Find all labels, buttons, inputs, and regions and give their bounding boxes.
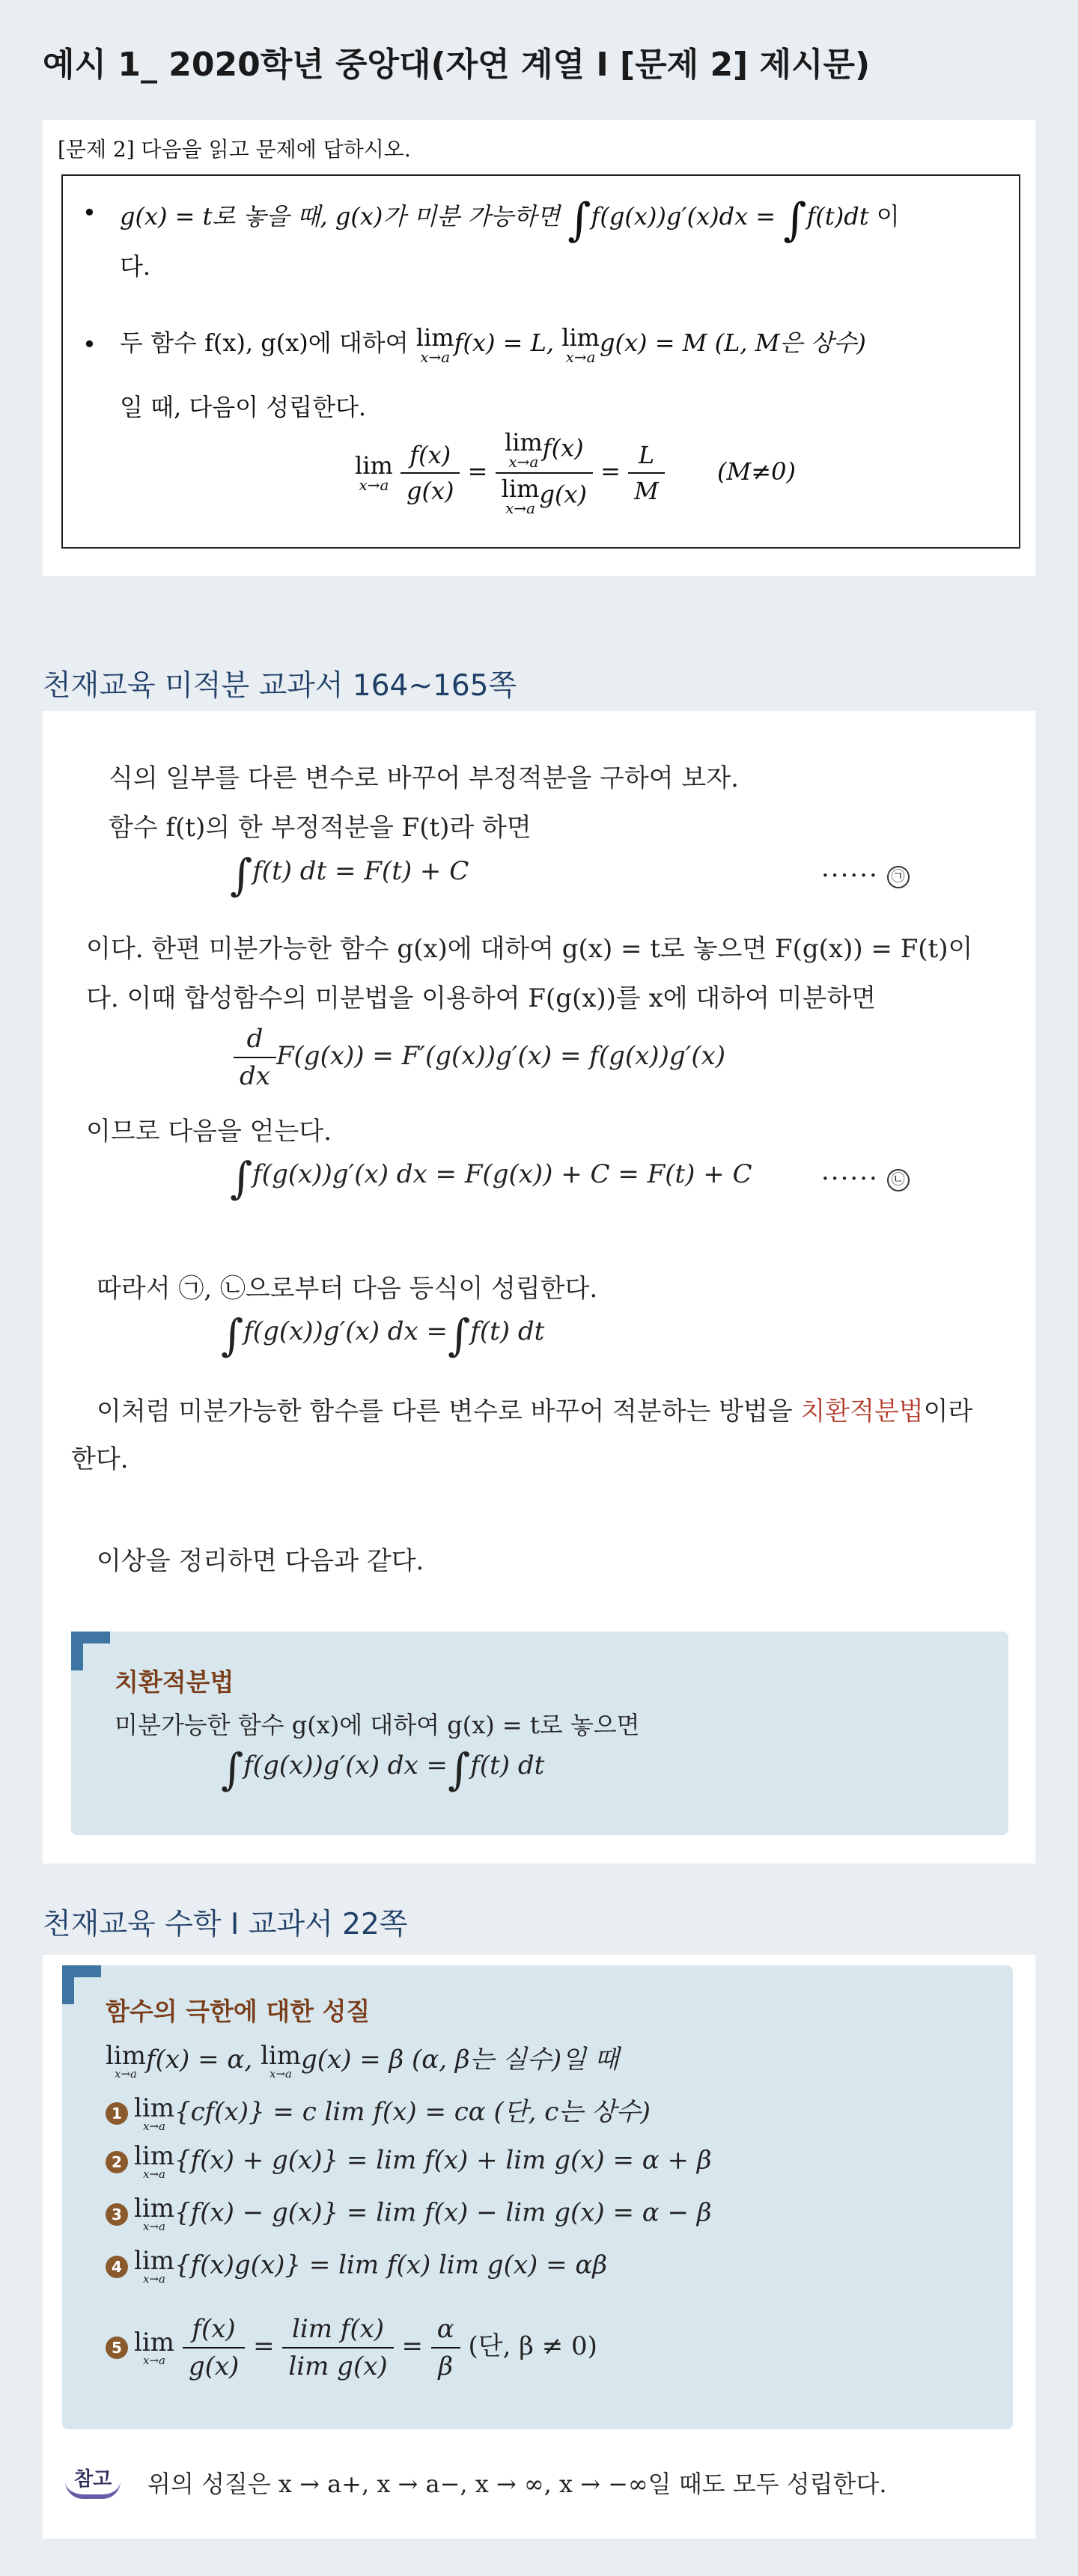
property-3: 3 lim x→a {f(x) − g(x)} = lim f(x) − lim g(x) = α − β (106, 2196, 712, 2232)
property-4: 4 lim x→a {f(x)g(x)} = lim f(x) lim g(x) = αβ (106, 2248, 607, 2285)
text-line: 따라서 ㉠, ㉡으로부터 다음 등식이 성립한다. (97, 1274, 598, 1304)
property-1: 1 lim x→a {cf(x)} = c lim f(x) = cα (단, c는 상수) (106, 2091, 651, 2132)
integral-sign: ∫ (783, 194, 807, 246)
marker-2: ······ ㉡ (821, 1164, 910, 1194)
properties-intro: lim x→a f(x) = α, lim x→a g(x) = β (α, β는 실수)일 때 (106, 2040, 619, 2081)
fraction-fg: $\frac{f(x)}{g(x)}$ (401, 441, 460, 505)
formula-2: ∫f(g(x))g′(x) dx = F(g(x)) + C = F(t) + C (230, 1153, 752, 1203)
text-line: 이다. 한편 미분가능한 함수 g(x)에 대하여 g(x) = t로 놓으면 F(g(x)) = F(t)이 (86, 934, 973, 964)
problem-box (61, 174, 1020, 549)
summary-formula: ∫f(g(x))g′(x) dx =∫f(t) dt (221, 1744, 545, 1795)
text-line: 함수 f(t)의 한 부정적분을 F(t)라 하면 (109, 813, 532, 843)
text-line: 한다. (71, 1444, 129, 1474)
bullet-2-cont: 일 때, 다음이 성립한다. (120, 393, 367, 421)
formula-derivative: $\frac{d}{dx}$ F(g(x)) = F′(g(x))g′(x) = f(g(x))g′(x) (234, 1024, 725, 1091)
calculus-textbook-card (43, 711, 1035, 1864)
summary-box (71, 1632, 1008, 1835)
limit-g: g(x) = M (L, M은 상수) (600, 329, 866, 357)
corner-decoration (62, 1965, 101, 2004)
problem-label: [문제 2] 다음을 읽고 문제에 답하시오. (58, 137, 411, 162)
integral-expr-2: f(t)dt (806, 202, 869, 231)
marker-1: ······ ㉠ (821, 861, 910, 891)
bullet-1-cont: 다. (120, 252, 151, 281)
property-2: 2 lim x→a {f(x) + g(x)} = lim f(x) + lim g(x) = α + β (106, 2143, 712, 2180)
properties-title: 함수의 극한에 대한 성질 (106, 1997, 371, 2026)
limit-operator: lim x→a (355, 451, 393, 494)
formula-1: ∫f(t) dt = F(t) + C (230, 849, 469, 900)
integral-sign: ∫ (567, 194, 591, 246)
quotient-rule-formula (355, 430, 796, 516)
highlight-term: 치환적분법 (800, 1397, 924, 1426)
text-line: 이므로 다음을 얻는다. (86, 1117, 332, 1147)
limit-operator: lim x→a (561, 323, 600, 366)
bullet-2-line (120, 324, 866, 364)
formula-3: ∫f(g(x))g′(x) dx =∫f(t) dt (221, 1310, 545, 1361)
text-line: 이상을 정리하면 다음과 같다. (97, 1546, 424, 1576)
equals: = (467, 457, 488, 486)
section-heading-math1: 천재교육 수학 I 교과서 22쪽 (43, 1908, 408, 1941)
integral-expr-1: f(g(x))g′(x)dx = (591, 202, 776, 231)
bullet-1-text: g(x) = t로 놓을 때, g(x)가 미분 가능하면 (120, 202, 561, 231)
bullet-dot: • (82, 330, 97, 358)
corner-decoration (71, 1632, 110, 1670)
main-heading: 예시 1_ 2020학년 중앙대(자연 계열 I [문제 2] 제시문) (43, 46, 871, 84)
math1-textbook-card (43, 1955, 1035, 2539)
note-label: 참고 (65, 2462, 121, 2499)
text-line: 식의 일부를 다른 변수로 바꾸어 부정적분을 구하여 보자. (109, 763, 739, 793)
equals: = (600, 457, 621, 486)
fraction-limits: lim x→a f(x) lim x→a g(x) (496, 430, 593, 516)
bullet-1-line (120, 194, 900, 246)
summary-line: 미분가능한 함수 g(x)에 대하여 g(x) = t로 놓으면 (115, 1711, 640, 1739)
bullet-dot: • (82, 198, 97, 227)
text-line: 이처럼 미분가능한 함수를 다른 변수로 바꾸어 적분하는 방법을 치환적분법이라 (97, 1397, 973, 1426)
limit-f: f(x) = L, (454, 329, 555, 357)
condition: (M≠0) (717, 457, 796, 486)
bullet-2-text: 두 함수 f(x), g(x)에 대하여 (120, 329, 409, 357)
limit-properties-box (62, 1965, 1013, 2429)
bullet-1-end: 이 (876, 202, 900, 231)
property-5: 5 lim x→a $\frac{f(x)}{g(x)}$ = $\frac{\text{lim f(x)}}{\text{lim g(x)}}$ = $\frac{\alpha}{\beta}$ (단, β ≠ 0) (106, 2314, 597, 2381)
fraction-LM: $\frac{L}{M}$ (628, 441, 665, 505)
section-heading-calculus: 천재교육 미적분 교과서 164~165쪽 (43, 669, 517, 703)
note-text: 위의 성질은 x → a+, x → a−, x → ∞, x → −∞일 때도 모두 성립한다. (147, 2470, 887, 2498)
exam-problem-card (43, 120, 1035, 576)
summary-title: 치환적분법 (115, 1667, 234, 1697)
limit-operator: lim x→a (415, 323, 454, 366)
text-line: 다. 이때 합성함수의 미분법을 이용하여 F(g(x))를 x에 대하여 미분하면 (86, 983, 877, 1013)
